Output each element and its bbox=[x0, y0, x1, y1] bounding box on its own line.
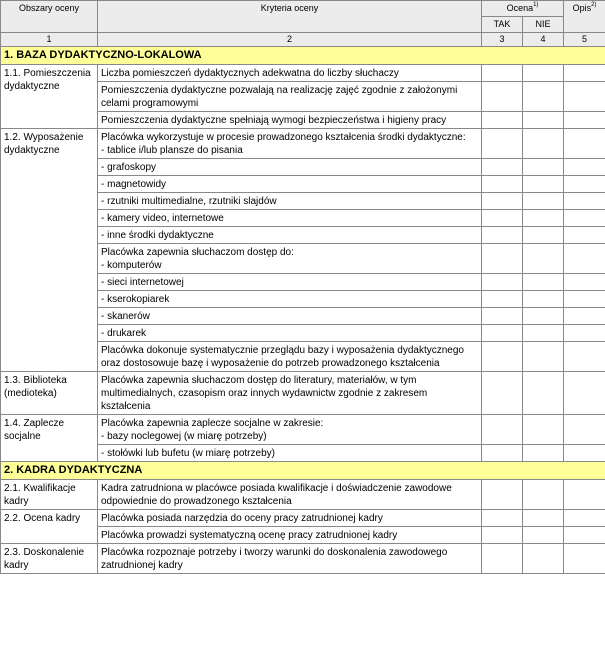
desc-cell[interactable] bbox=[564, 274, 605, 291]
yes-cell[interactable] bbox=[482, 291, 523, 308]
criterion-text: - drukarek bbox=[98, 325, 482, 342]
yes-cell[interactable] bbox=[482, 480, 523, 510]
yes-cell[interactable] bbox=[482, 112, 523, 129]
area-name: 2.3. Doskonalenie kadry bbox=[1, 544, 98, 574]
criterion-row bbox=[1, 129, 605, 159]
desc-cell[interactable] bbox=[564, 544, 605, 574]
criterion-text: Placówka prowadzi systematyczną ocenę pracy zatrudnionej kadry bbox=[98, 527, 482, 544]
desc-cell[interactable] bbox=[564, 159, 605, 176]
criterion-text: Placówka rozpoznaje potrzeby i tworzy warunki do doskonalenia zawodowego zatrudnionej kadry bbox=[98, 544, 482, 574]
area-name: 1.3. Biblioteka (medioteka) bbox=[1, 372, 98, 415]
desc-cell[interactable] bbox=[564, 510, 605, 527]
header-row-1 bbox=[1, 1, 605, 17]
no-cell[interactable] bbox=[523, 176, 564, 193]
no-cell[interactable] bbox=[523, 112, 564, 129]
no-cell[interactable] bbox=[523, 291, 564, 308]
no-cell[interactable] bbox=[523, 308, 564, 325]
header-rating bbox=[482, 1, 564, 17]
yes-cell[interactable] bbox=[482, 510, 523, 527]
desc-cell[interactable] bbox=[564, 82, 605, 112]
desc-cell[interactable] bbox=[564, 480, 605, 510]
yes-cell[interactable] bbox=[482, 274, 523, 291]
no-cell[interactable] bbox=[523, 510, 564, 527]
desc-cell[interactable] bbox=[564, 65, 605, 82]
desc-cell[interactable] bbox=[564, 342, 605, 372]
yes-cell[interactable] bbox=[482, 82, 523, 112]
criterion-text: Placówka zapewnia słuchaczom dostęp do literatury, materiałów, w tym multimedialnych, czasopism oraz innych wydawnictw zgodnie z zakresem kształcenia bbox=[98, 372, 482, 415]
header-no: NIE bbox=[523, 17, 564, 33]
criterion-text: - rzutniki multimedialne, rzutniki slajdów bbox=[98, 193, 482, 210]
area-name: 1.1. Pomieszczenia dydaktyczne bbox=[1, 65, 98, 129]
desc-cell[interactable] bbox=[564, 325, 605, 342]
area-name: 1.2. Wyposażenie dydaktyczne bbox=[1, 129, 98, 372]
desc-cell[interactable] bbox=[564, 210, 605, 227]
yes-cell[interactable] bbox=[482, 193, 523, 210]
header-yes: TAK bbox=[482, 17, 523, 33]
area-name: 2.1. Kwalifikacje kadry bbox=[1, 480, 98, 510]
section-header bbox=[1, 462, 605, 480]
criterion-row bbox=[1, 510, 605, 527]
criterion-text: Placówka posiada narzędzia do oceny pracy zatrudnionej kadry bbox=[98, 510, 482, 527]
yes-cell[interactable] bbox=[482, 308, 523, 325]
yes-cell[interactable] bbox=[482, 65, 523, 82]
criterion-row bbox=[1, 372, 605, 415]
criterion-text: Kadra zatrudniona w placówce posiada kwalifikacje i doświadczenie zawodowe odpowiednie do prowadzonego kształcenia bbox=[98, 480, 482, 510]
criterion-row bbox=[1, 544, 605, 574]
yes-cell[interactable] bbox=[482, 244, 523, 274]
section-title: 1. BAZA DYDAKTYCZNO-LOKALOWA bbox=[1, 47, 605, 65]
header-num-1: 1 bbox=[1, 33, 98, 47]
criterion-text: - kserokopiarek bbox=[98, 291, 482, 308]
no-cell[interactable] bbox=[523, 129, 564, 159]
desc-cell[interactable] bbox=[564, 445, 605, 462]
yes-cell[interactable] bbox=[482, 544, 523, 574]
header-desc-footnote: 2) bbox=[591, 2, 597, 8]
yes-cell[interactable] bbox=[482, 227, 523, 244]
area-name: 2.2. Ocena kadry bbox=[1, 510, 98, 544]
no-cell[interactable] bbox=[523, 342, 564, 372]
no-cell[interactable] bbox=[523, 193, 564, 210]
desc-cell[interactable] bbox=[564, 176, 605, 193]
criterion-text: Pomieszczenia dydaktyczne spełniają wymogi bezpieczeństwa i higieny pracy bbox=[98, 112, 482, 129]
no-cell[interactable] bbox=[523, 65, 564, 82]
desc-cell[interactable] bbox=[564, 129, 605, 159]
area-name: 1.4. Zaplecze socjalne bbox=[1, 415, 98, 462]
criterion-text: - inne środki dydaktyczne bbox=[98, 227, 482, 244]
criterion-text: - magnetowidy bbox=[98, 176, 482, 193]
no-cell[interactable] bbox=[523, 372, 564, 415]
header-num-2: 2 bbox=[98, 33, 482, 47]
criterion-row bbox=[1, 480, 605, 510]
criterion-text: Placówka zapewnia zaplecze socjalne w zakresie: - bazy noclegowej (w miarę potrzeby) bbox=[98, 415, 482, 445]
criterion-text: Placówka dokonuje systematycznie przeglądu bazy i wyposażenia dydaktycznego oraz dostosowuje bazę i wyposażenie do potrzeb prowadzonego kształcenia bbox=[98, 342, 482, 372]
yes-cell[interactable] bbox=[482, 445, 523, 462]
header-rating-footnote: 1) bbox=[533, 2, 539, 8]
no-cell[interactable] bbox=[523, 274, 564, 291]
no-cell[interactable] bbox=[523, 325, 564, 342]
desc-cell[interactable] bbox=[564, 527, 605, 544]
header-area: Obszary oceny bbox=[1, 1, 98, 33]
no-cell[interactable] bbox=[523, 244, 564, 274]
criterion-text: - sieci internetowej bbox=[98, 274, 482, 291]
desc-cell[interactable] bbox=[564, 112, 605, 129]
desc-cell[interactable] bbox=[564, 372, 605, 415]
header-num-3: 3 bbox=[482, 33, 523, 47]
desc-cell[interactable] bbox=[564, 244, 605, 274]
header-num-4: 4 bbox=[523, 33, 564, 47]
criterion-text: Pomieszczenia dydaktyczne pozwalają na realizację zajęć zgodnie z założonymi celami programowymi bbox=[98, 82, 482, 112]
header-rating-label: Ocena bbox=[506, 3, 534, 13]
criterion-text: - kamery video, internetowe bbox=[98, 210, 482, 227]
criterion-text: - grafoskopy bbox=[98, 159, 482, 176]
no-cell[interactable] bbox=[523, 480, 564, 510]
no-cell[interactable] bbox=[523, 159, 564, 176]
no-cell[interactable] bbox=[523, 527, 564, 544]
yes-cell[interactable] bbox=[482, 415, 523, 445]
yes-cell[interactable] bbox=[482, 176, 523, 193]
criterion-text: - skanerów bbox=[98, 308, 482, 325]
no-cell[interactable] bbox=[523, 445, 564, 462]
criterion-text: Placówka wykorzystuje w procesie prowadzonego kształcenia środki dydaktyczne: - tablice i/lub plansze do pisania bbox=[98, 129, 482, 159]
yes-cell[interactable] bbox=[482, 210, 523, 227]
section-header bbox=[1, 47, 605, 65]
desc-cell[interactable] bbox=[564, 415, 605, 445]
yes-cell[interactable] bbox=[482, 129, 523, 159]
yes-cell[interactable] bbox=[482, 342, 523, 372]
criterion-row bbox=[1, 65, 605, 82]
no-cell[interactable] bbox=[523, 210, 564, 227]
header-row-numbers bbox=[1, 33, 605, 47]
header-criteria: Kryteria oceny bbox=[98, 1, 482, 33]
header-desc bbox=[564, 1, 605, 33]
no-cell[interactable] bbox=[523, 544, 564, 574]
section-title: 2. KADRA DYDAKTYCZNA bbox=[1, 462, 605, 480]
yes-cell[interactable] bbox=[482, 159, 523, 176]
desc-cell[interactable] bbox=[564, 291, 605, 308]
criterion-row bbox=[1, 415, 605, 445]
criterion-text: - stołówki lub bufetu (w miarę potrzeby) bbox=[98, 445, 482, 462]
no-cell[interactable] bbox=[523, 227, 564, 244]
yes-cell[interactable] bbox=[482, 527, 523, 544]
desc-cell[interactable] bbox=[564, 227, 605, 244]
desc-cell[interactable] bbox=[564, 193, 605, 210]
no-cell[interactable] bbox=[523, 82, 564, 112]
header-num-5: 5 bbox=[564, 33, 605, 47]
desc-cell[interactable] bbox=[564, 308, 605, 325]
criterion-text: Liczba pomieszczeń dydaktycznych adekwatna do liczby słuchaczy bbox=[98, 65, 482, 82]
header-desc-label: Opis bbox=[572, 3, 592, 13]
no-cell[interactable] bbox=[523, 415, 564, 445]
yes-cell[interactable] bbox=[482, 372, 523, 415]
criterion-text: Placówka zapewnia słuchaczom dostęp do: - komputerów bbox=[98, 244, 482, 274]
yes-cell[interactable] bbox=[482, 325, 523, 342]
